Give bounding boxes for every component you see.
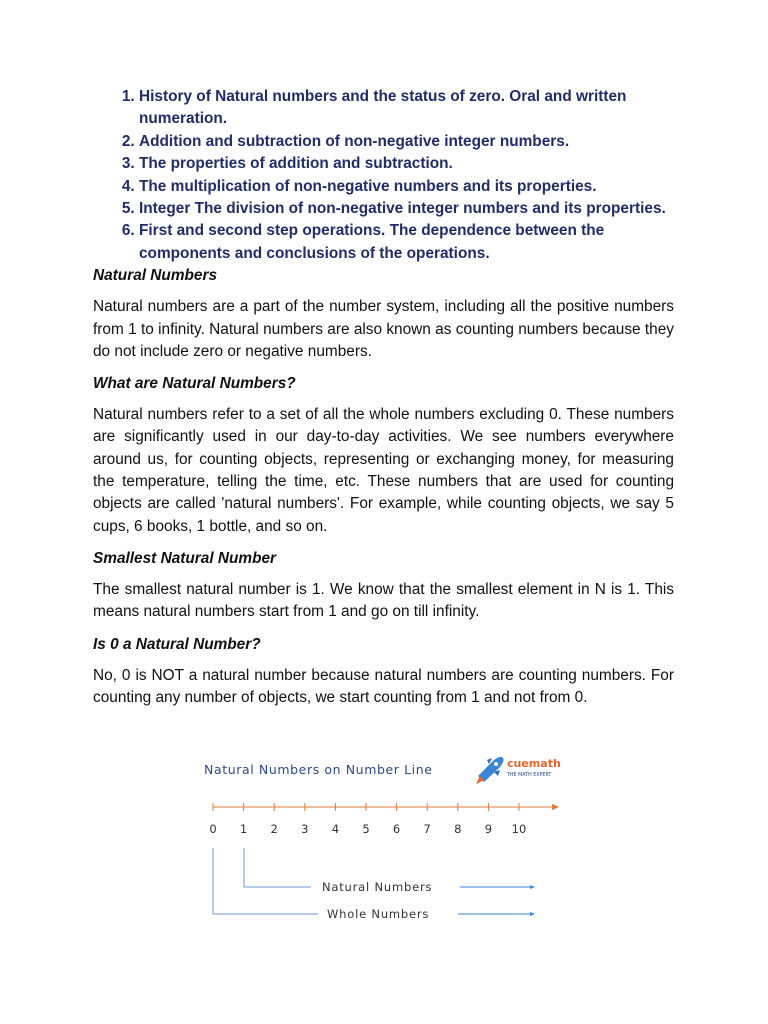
axis-arrowhead-icon bbox=[552, 804, 559, 810]
section-heading-natural-numbers: Natural Numbers bbox=[93, 267, 218, 285]
arrow-right-icon bbox=[530, 912, 535, 916]
tick-label: 10 bbox=[511, 822, 527, 836]
section-body-natural-numbers: Natural numbers are a part of the number system, including all the positive numbers from 1 to infinity. Natural numbers are also known as counting numbers because they do not include zero or negative numbers. bbox=[93, 298, 674, 360]
tick-label: 4 bbox=[331, 822, 340, 836]
brand-name: cuemath bbox=[507, 757, 561, 770]
topic-item: 2. Addition and subtraction of non-negative integer numbers. bbox=[139, 131, 674, 153]
number-line-axis bbox=[213, 804, 559, 810]
topic-item: 6. First and second step operations. The dependence between the components and conclusions of the operations. bbox=[139, 220, 674, 265]
tick-label: 0 bbox=[209, 822, 217, 836]
section-heading-is-zero: Is 0 a Natural Number? bbox=[93, 635, 261, 653]
tick-label: 2 bbox=[270, 822, 278, 836]
figure-title: Natural Numbers on Number Line bbox=[204, 762, 433, 777]
tick-label: 1 bbox=[239, 822, 248, 836]
topic-item: 3. The properties of addition and subtraction. bbox=[139, 153, 674, 175]
natural-numbers-bracket bbox=[244, 848, 535, 894]
rocket-icon bbox=[476, 757, 504, 784]
topic-item: 5. Integer The division of non-negative integer numbers and its properties. bbox=[139, 198, 674, 220]
topic-item: 4. The multiplication of non-negative numbers and its properties. bbox=[139, 176, 674, 198]
section-heading-smallest: Smallest Natural Number bbox=[93, 549, 277, 567]
tick-label: 3 bbox=[301, 822, 309, 836]
section-body-is-zero: No, 0 is NOT a natural number because natural numbers are counting numbers. For counting any number of objects, we start counting from 1 and not from 0. bbox=[93, 666, 674, 706]
tick-label: 9 bbox=[484, 822, 493, 836]
section-body-what-are: Natural numbers refer to a set of all the whole numbers excluding 0. These numbers are significantly used in our day-to-day activities. We see numbers everywhere around us, for counting objects, representing or exchanging money, for measuring the temperature, telling the time, etc. These numbers that are used for counting objects are called 'natural numbers'. For example, while counting objects, we say 5 cups, 6 books, 1 bottle, and so on. bbox=[93, 406, 674, 535]
topic-item: 1. History of Natural numbers and the status of zero. Oral and written numeration. bbox=[139, 86, 674, 131]
tick-label: 8 bbox=[454, 822, 462, 836]
tick-label: 6 bbox=[392, 822, 401, 836]
tick-label: 7 bbox=[423, 822, 431, 836]
arrow-right-icon bbox=[530, 885, 535, 889]
brand-tagline: THE MATH EXPERT bbox=[507, 773, 552, 778]
whole-numbers-label: Whole Numbers bbox=[327, 907, 430, 921]
cuemath-logo bbox=[476, 757, 561, 784]
tick-label: 5 bbox=[362, 822, 370, 836]
tick-labels bbox=[209, 822, 526, 836]
section-heading-what-are: What are Natural Numbers? bbox=[93, 375, 296, 393]
natural-numbers-label: Natural Numbers bbox=[322, 880, 433, 894]
section-body-smallest: The smallest natural number is 1. We know that the smallest element in N is 1. This means natural numbers start from 1 and go on till infinity. bbox=[93, 580, 674, 621]
